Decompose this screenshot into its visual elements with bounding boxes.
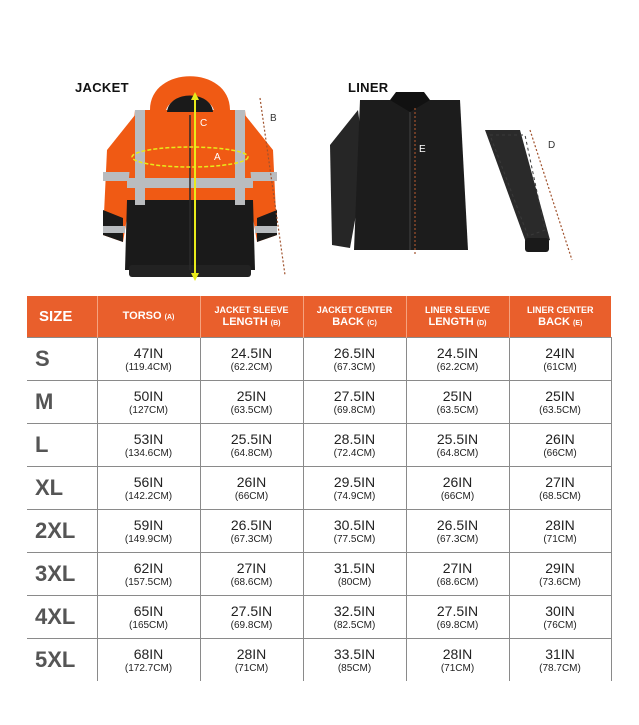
- inch-value: 25.5IN: [230, 430, 273, 447]
- product-figure: [0, 0, 639, 290]
- cm-value: (73.6CM): [539, 576, 581, 588]
- dimension-a-label: A: [214, 152, 221, 163]
- inch-value: 24IN: [545, 344, 575, 361]
- liner-center-back-cell: [509, 596, 611, 639]
- inch-value: 26IN: [545, 430, 575, 447]
- cm-value: (68.6CM): [230, 576, 273, 588]
- cm-value: (61CM): [543, 361, 577, 373]
- inch-value: 25IN: [442, 387, 473, 404]
- cm-value: (165CM): [129, 619, 168, 631]
- inch-value: 31.5IN: [333, 559, 376, 576]
- size-cell: 4XL: [27, 596, 97, 639]
- size-cell: XL: [27, 467, 97, 510]
- table-row: [27, 553, 611, 596]
- header-torso: TORSO (A): [97, 296, 200, 338]
- inch-value: 65IN: [133, 602, 164, 619]
- cm-value: (69.8CM): [230, 619, 273, 631]
- liner-sleeve-length-cell: [406, 424, 509, 467]
- inch-value: 68IN: [133, 645, 164, 662]
- inch-value: 29IN: [545, 559, 575, 576]
- dimension-e-label: E: [419, 144, 426, 155]
- jacket-label: JACKET: [75, 80, 129, 95]
- liner-sleeve-length-cell: [406, 381, 509, 424]
- cm-value: (77.5CM): [333, 533, 376, 545]
- cm-value: (74.9CM): [333, 490, 376, 502]
- size-chart-table: [27, 296, 612, 681]
- jacket-center-back-cell: [303, 510, 406, 553]
- inch-value: 24.5IN: [436, 344, 479, 361]
- liner-center-back-cell: [509, 381, 611, 424]
- inch-value: 26.5IN: [230, 516, 273, 533]
- liner-center-back-cell: [509, 467, 611, 510]
- inch-value: 27IN: [442, 559, 473, 576]
- size-cell: 3XL: [27, 553, 97, 596]
- inch-value: 32.5IN: [333, 602, 376, 619]
- inch-value: 50IN: [133, 387, 164, 404]
- cm-value: (134.6CM): [124, 447, 173, 459]
- jacket-center-back-cell: [303, 596, 406, 639]
- jacket-sleeve-length-cell: [200, 510, 303, 553]
- jacket-center-back-cell: [303, 338, 406, 381]
- cm-value: (64.8CM): [230, 447, 273, 459]
- cm-value: (69.8CM): [333, 404, 376, 416]
- torso-cell: [97, 596, 200, 639]
- dimension-d-label: D: [548, 140, 556, 151]
- cm-value: (63.5CM): [436, 404, 479, 416]
- inch-value: 28.5IN: [333, 430, 376, 447]
- table-row: [27, 639, 611, 682]
- liner-sleeve-length-cell: [406, 338, 509, 381]
- inch-value: 33.5IN: [333, 645, 376, 662]
- torso-cell: [97, 639, 200, 682]
- inch-value: 27.5IN: [333, 387, 376, 404]
- size-cell: 2XL: [27, 510, 97, 553]
- cm-value: (68.6CM): [436, 576, 479, 588]
- dimension-b-label: B: [270, 113, 277, 124]
- liner-illustration: [320, 90, 580, 265]
- cm-value: (66CM): [440, 490, 475, 502]
- cm-value: (127CM): [129, 404, 168, 416]
- inch-value: 53IN: [133, 430, 164, 447]
- jacket-sleeve-length-cell: [200, 596, 303, 639]
- jacket-center-back-cell: [303, 639, 406, 682]
- cm-value: (82.5CM): [333, 619, 376, 631]
- cm-value: (71CM): [543, 533, 577, 545]
- table-header-row: [27, 296, 611, 338]
- inch-value: 28IN: [236, 645, 267, 662]
- size-rows: [27, 338, 611, 682]
- inch-value: 56IN: [133, 473, 164, 490]
- jacket-sleeve-length-cell: [200, 553, 303, 596]
- jacket-sleeve-length-cell: [200, 338, 303, 381]
- inch-value: 26.5IN: [436, 516, 479, 533]
- cm-value: (85CM): [337, 662, 372, 674]
- cm-value: (157.5CM): [124, 576, 173, 588]
- jacket-center-back-cell: [303, 381, 406, 424]
- table-row: [27, 467, 611, 510]
- liner-label: LINER: [348, 80, 389, 95]
- jacket-sleeve-length-cell: [200, 381, 303, 424]
- cm-value: (71CM): [234, 662, 269, 674]
- size-cell: L: [27, 424, 97, 467]
- liner-sleeve-length-cell: [406, 510, 509, 553]
- jacket-center-back-cell: [303, 467, 406, 510]
- inch-value: 27.5IN: [436, 602, 479, 619]
- table-row: [27, 338, 611, 381]
- torso-cell: [97, 553, 200, 596]
- cm-value: (68.5CM): [539, 490, 581, 502]
- cm-value: (149.9CM): [124, 533, 173, 545]
- inch-value: 26IN: [236, 473, 267, 490]
- cm-value: (67.3CM): [436, 533, 479, 545]
- cm-value: (142.2CM): [124, 490, 173, 502]
- liner-center-back-cell: [509, 424, 611, 467]
- cm-value: (62.2CM): [230, 361, 273, 373]
- liner-center-back-cell: [509, 338, 611, 381]
- table-row: [27, 381, 611, 424]
- jacket-illustration: [95, 60, 295, 288]
- torso-cell: [97, 467, 200, 510]
- cm-value: (66CM): [543, 447, 577, 459]
- liner-center-back-cell: [509, 639, 611, 682]
- inch-value: 28IN: [442, 645, 473, 662]
- inch-value: 27IN: [545, 473, 575, 490]
- cm-value: (69.8CM): [436, 619, 479, 631]
- torso-cell: [97, 424, 200, 467]
- liner-center-back-cell: [509, 510, 611, 553]
- cm-value: (66CM): [234, 490, 269, 502]
- inch-value: 27.5IN: [230, 602, 273, 619]
- jacket-sleeve-length-cell: [200, 467, 303, 510]
- inch-value: 25IN: [236, 387, 267, 404]
- table-row: [27, 596, 611, 639]
- torso-cell: [97, 510, 200, 553]
- inch-value: 62IN: [133, 559, 164, 576]
- cm-value: (172.7CM): [124, 662, 173, 674]
- cm-value: (72.4CM): [333, 447, 376, 459]
- inch-value: 31IN: [545, 645, 575, 662]
- header-liner-center-back: LINER CENTER BACK (E): [509, 296, 611, 338]
- dimension-c-label: C: [200, 118, 208, 129]
- inch-value: 30.5IN: [333, 516, 376, 533]
- header-liner-sleeve-length: LINER SLEEVE LENGTH (D): [406, 296, 509, 338]
- liner-sleeve-length-cell: [406, 596, 509, 639]
- torso-cell: [97, 338, 200, 381]
- size-cell: M: [27, 381, 97, 424]
- torso-cell: [97, 381, 200, 424]
- liner-sleeve-length-cell: [406, 467, 509, 510]
- jacket-sleeve-length-cell: [200, 424, 303, 467]
- header-jacket-center-back: JACKET CENTER BACK (C): [303, 296, 406, 338]
- jacket-sleeve-length-cell: [200, 639, 303, 682]
- table-row: [27, 510, 611, 553]
- size-cell: 5XL: [27, 639, 97, 682]
- cm-value: (63.5CM): [539, 404, 581, 416]
- cm-value: (80CM): [337, 576, 372, 588]
- size-cell: S: [27, 338, 97, 381]
- inch-value: 29.5IN: [333, 473, 376, 490]
- table-row: [27, 424, 611, 467]
- liner-sleeve-length-cell: [406, 553, 509, 596]
- cm-value: (63.5CM): [230, 404, 273, 416]
- jacket-center-back-cell: [303, 424, 406, 467]
- cm-value: (71CM): [440, 662, 475, 674]
- liner-center-back-cell: [509, 553, 611, 596]
- header-jacket-sleeve-length: JACKET SLEEVE LENGTH (B): [200, 296, 303, 338]
- inch-value: 59IN: [133, 516, 164, 533]
- inch-value: 28IN: [545, 516, 575, 533]
- inch-value: 27IN: [236, 559, 267, 576]
- inch-value: 24.5IN: [230, 344, 273, 361]
- cm-value: (67.3CM): [230, 533, 273, 545]
- cm-value: (119.4CM): [125, 361, 172, 373]
- inch-value: 47IN: [133, 344, 164, 361]
- inch-value: 30IN: [545, 602, 575, 619]
- cm-value: (67.3CM): [333, 361, 376, 373]
- cm-value: (76CM): [543, 619, 577, 631]
- inch-value: 26IN: [442, 473, 473, 490]
- cm-value: (62.2CM): [436, 361, 479, 373]
- cm-value: (78.7CM): [539, 662, 581, 674]
- inch-value: 26.5IN: [333, 344, 376, 361]
- jacket-center-back-cell: [303, 553, 406, 596]
- liner-sleeve-length-cell: [406, 639, 509, 682]
- cm-value: (64.8CM): [436, 447, 479, 459]
- inch-value: 25.5IN: [436, 430, 479, 447]
- header-size: SIZE: [27, 296, 97, 338]
- inch-value: 25IN: [545, 387, 575, 404]
